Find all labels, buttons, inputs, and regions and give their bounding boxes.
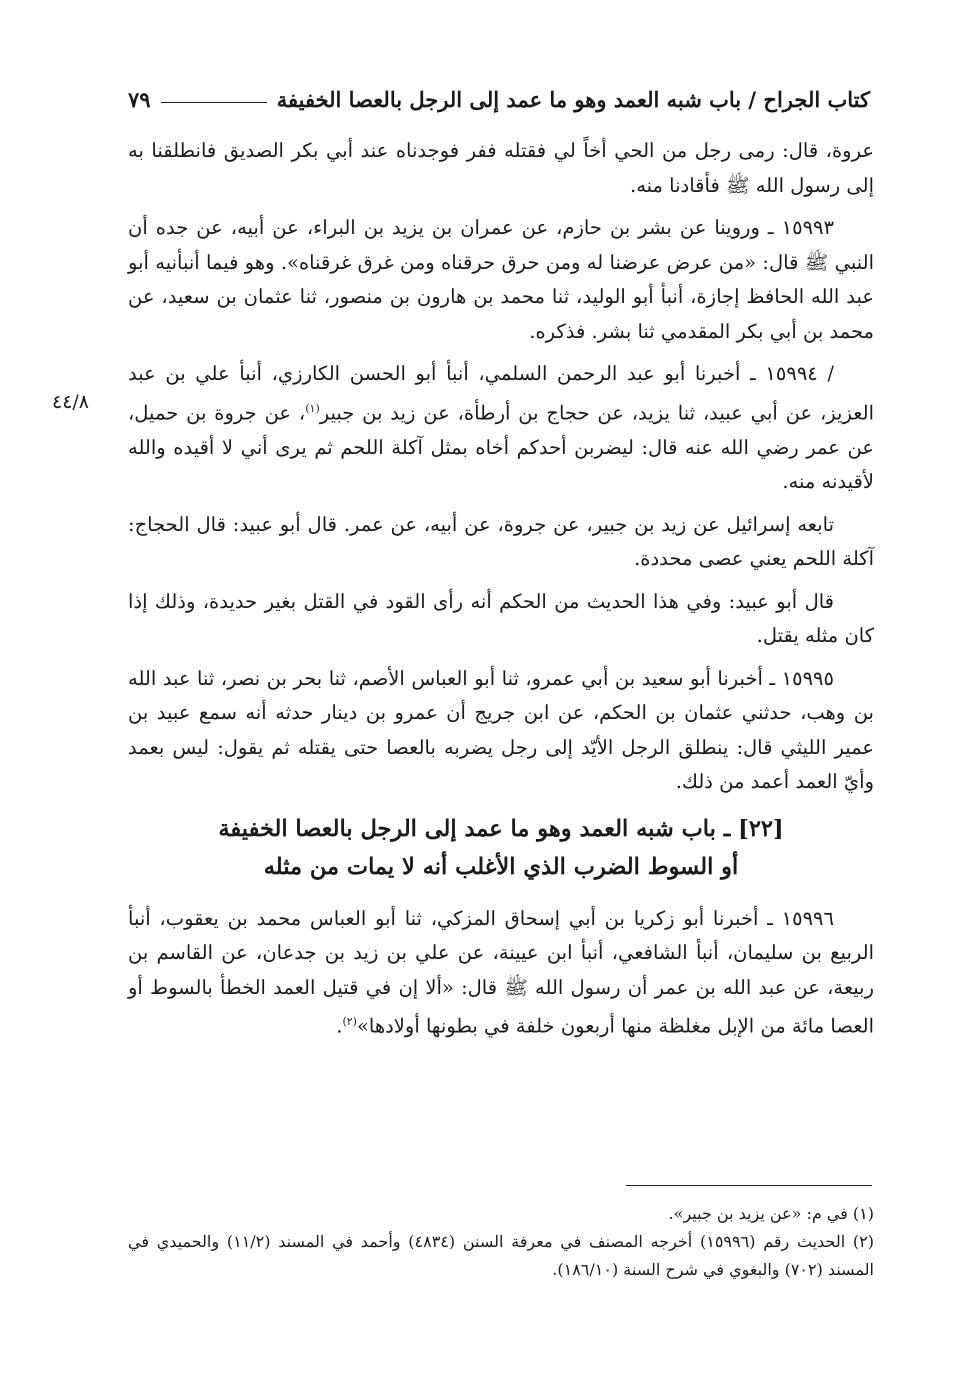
paragraph-15996-end: . (336, 1014, 343, 1038)
page-number: ٧٩ (128, 86, 151, 112)
footnote-separator (626, 1185, 872, 1186)
paragraph-15995: ١٥٩٩٥ ـ أخبرنا أبو سعيد بن أبي عمرو، ثنا أبو العباس الأصم، ثنا بحر بن نصر، ثنا عبد الله بن وهب، حدثني عثمان بن الحكم، عن ابن جريج أن عمرو بن دينار حدثه أنه سمع عبيد بن عمير الليثي قال: ينطلق الرجل الأيّد إلى رجل يضربه بالعصا حتى يقتله ثم يقول: ليس بعمد وأيّ العمد أعمد من ذلك. (128, 666, 874, 793)
paragraph-1: عروة، قال: رمى رجل من الحي أخاً لي فقتله ففر فوجدناه عند أبي بكر الصديق فانطلقنا به إلى رسول الله ﷺ فأقادنا منه. (128, 139, 874, 197)
paragraph-15996-text: ١٥٩٩٦ ـ أخبرنا أبو زكريا بن أبي إسحاق المزكي، ثنا أبو العباس محمد بن يعقوب، أنبأ الربيع بن سليمان، أنبأ الشافعي، أنبأ ابن عيينة، عن علي بن زيد بن جدعان، عن القاسم بن ربيعة، عن عبد الله بن عمر أن رسول الله ﷺ قال: «ألا إن في قتيل العمد الخطأ بالسوط أو العصا مائة من الإبل مغلظة منها أربعون خلفة في بطونها أولادها» (128, 906, 874, 1038)
chapter-heading-line-1: [٢٢] ـ باب شبه العمد وهو ما عمد إلى الرجل بالعصا الخفيفة (218, 815, 784, 842)
paragraph-follow-up: تابعه إسرائيل عن زيد بن جبير، عن جروة، عن أبيه، عن عمر. قال أبو عبيد: قال الحجاج: آكلة اللحم يعني عصى محددة. (128, 512, 874, 570)
chapter-heading-line-2: أو السوط الضرب الذي الأغلب أنه لا يمات من مثله (263, 853, 739, 880)
paragraph-15994-text-a: / ١٥٩٩٤ ـ أخبرنا أبو عبد الرحمن السلمي، أنبأ أبو الحسن الكارزي، أنبأ علي بن عبد العزيز، عن أبي عبيد، ثنا يزيد، عن حجاج بن أرطأة، عن زيد بن جبير (128, 362, 874, 424)
paragraph-15993: ١٥٩٩٣ ـ وروينا عن بشر بن حازم، عن عمران بن يزيد بن البراء، عن أبيه، عن جده أن النبي ﷺ قال: «من عرض عرضنا له ومن حرق حرقناه ومن غرق غرقناه». وهو فيما أنبأنيه أبو عبد الله الحافظ إجازة، أنبأ أبو الوليد، ثنا محمد بن هارون بن منصور، ثنا عثمان بن سعيد، عن محمد بن أبي بكر المقدمي ثنا بشر. فذكره. (128, 216, 874, 343)
margin-volume-page-note: ٤٤/٨ (52, 391, 90, 413)
footnote-1: (١) في م: «عن يزيد بن جبير». (668, 1204, 874, 1223)
paragraph-15994-text-b: ، عن جروة بن حميل، عن عمر رضي الله عنه قال: ليضربن أحدكم أخاه بمثل آكلة اللحم ثم يرى أني لا أقيده والله لأقيدنه منه. (128, 401, 874, 493)
running-header (128, 82, 870, 116)
paragraph-15996 (128, 902, 874, 1045)
header-rule (161, 102, 267, 103)
paragraph-15994 (128, 357, 874, 500)
footnote-ref-1: (١) (305, 401, 320, 415)
paragraph-abu-ubaid: قال أبو عبيد: وفي هذا الحديث من الحكم أنه رأى القود في القتل بغير حديدة، وذلك إذا كان مثله يقتل. (128, 589, 874, 647)
footnote-2: (٢) الحديث رقم (١٥٩٩٦) أخرجه المصنف في معرفة السنن (٤٨٣٤) وأحمد في المسند (١١/٢) والحميدي في المسند (٧٠٢) والبغوي في شرح السنة (١٨٦/١٠). (128, 1232, 874, 1279)
footnotes (128, 1200, 874, 1284)
chapter-heading (128, 810, 874, 886)
footnote-ref-2: (٢) (342, 1015, 357, 1028)
header-title: كتاب الجراح / باب شبه العمد وهو ما عمد إلى الرجل بالعصا الخفيفة (276, 86, 870, 112)
main-text (128, 134, 874, 1052)
